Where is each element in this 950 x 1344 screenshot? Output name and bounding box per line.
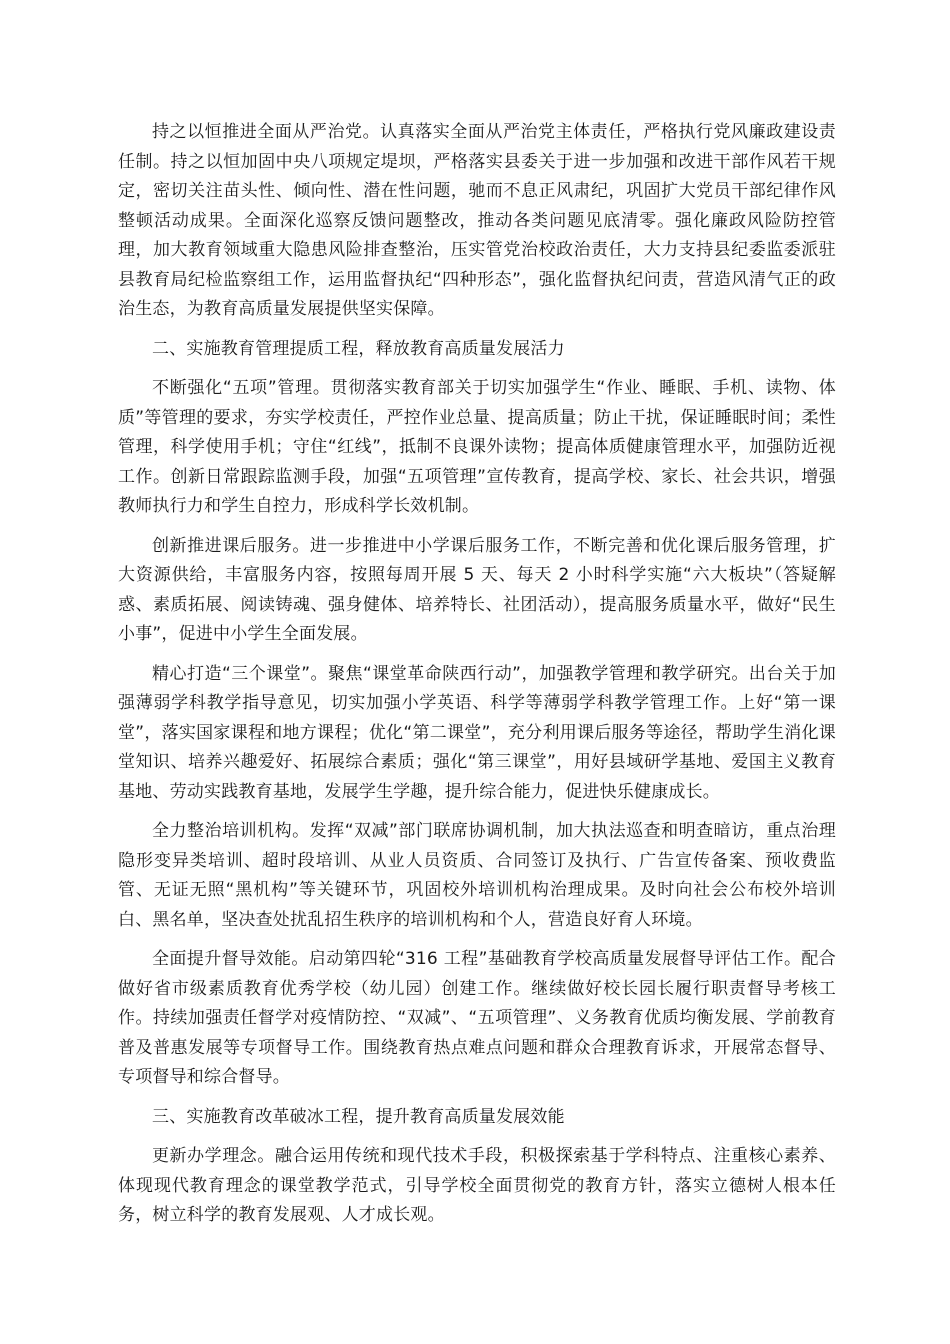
paragraph-after-school-service: 创新推进课后服务。进一步推进中小学课后服务工作，不断完善和优化课后服务管理，扩大资源供给，丰富服务内容，按照每周开展 5 天、每天 2 小时科学实施“六大板块”（答疑解惑、素质拓展、阅读铸魂、强身健体、培养特长、社团活动），提高服务质量水平，做好“民生小事”，促进中小学生全面发展。: [118, 535, 836, 644]
paragraph-school-philosophy: 更新办学理念。融合运用传统和现代技术手段，积极探索基于学科特点、注重核心素养、体现现代教育理念的课堂教学范式，引导学校全面贯彻党的教育方针，落实立德树人根本任务，树立科学的教育发展观、人才成长观。: [118, 1146, 836, 1225]
section-heading-education-reform: 三、实施教育改革破冰工程，提升教育高质量发展效能: [152, 1106, 565, 1127]
paragraph-five-items-management: 不断强化“五项”管理。贯彻落实教育部关于切实加强学生“作业、睡眠、手机、读物、体质”等管理的要求，夯实学校责任，严控作业总量、提高质量；防止干扰，保证睡眠时间；柔性管理，科学使用手机；守住“红线”，抵制不良课外读物；提高体质健康管理水平，加强防近视工作。创新日常跟踪监测手段，加强“五项管理”宣传教育，提高学校、家长、社会共识，增强教师执行力和学生自控力，形成科学长效机制。: [118, 378, 836, 516]
paragraph-supervision-efficiency: 全面提升督导效能。启动第四轮“316 工程”基础教育学校高质量发展督导评估工作。配合做好省市级素质教育优秀学校（幼儿园）创建工作。继续做好校长园长履行职责督导考核工作。持续加强责任督学对疫情防控、“双减”、“五项管理”、义务教育优质均衡发展、学前教育普及普惠发展等专项督导工作。围绕教育热点难点问题和群众合理教育诉求，开展常态督导、专项督导和综合督导。: [118, 949, 836, 1087]
paragraph-strict-party-governance: 持之以恒推进全面从严治党。认真落实全面从严治党主体责任，严格执行党风廉政建设责任制。持之以恒加固中央八项规定堤坝，严格落实县委关于进一步加强和改进干部作风若干规定，密切关注苗头性、倾向性、潜在性问题，驰而不息正风肃纪，巩固扩大党员干部纪律作风整顿活动成果。全面深化巡察反馈问题整改，推动各类问题见底清零。强化廉政风险防控管理，加大教育领域重大隐患风险排查整治，压实管党治校政治责任，大力支持县纪委监委派驻县教育局纪检监察组工作，运用监督执纪“四种形态”，强化监督执纪问责，营造风清气正的政治生态，为教育高质量发展提供坚实保障。: [118, 122, 836, 319]
paragraph-training-institutions: 全力整治培训机构。发挥“双减”部门联席协调机制，加大执法巡查和明查暗访，重点治理隐形变异类培训、超时段培训、从业人员资质、合同签订及执行、广告宣传备案、预收费监管、无证无照“黑机构”等关键环节，巩固校外培训机构治理成果。及时向社会公布校外培训白、黑名单，坚决查处扰乱招生秩序的培训机构和个人，营造良好育人环境。: [118, 821, 836, 930]
document-page: [118, 118, 836, 1241]
paragraph-three-classrooms: 精心打造“三个课堂”。聚焦“课堂革命陕西行动”，加强教学管理和教学研究。出台关于加强薄弱学科教学指导意见，切实加强小学英语、科学等薄弱学科教学管理工作。上好“第一课堂”，落实国家课程和地方课程；优化“第二课堂”，充分利用课后服务等途径，帮助学生消化课堂知识、培养兴趣爱好、拓展综合素质；强化“第三课堂”，用好县域研学基地、爱国主义教育基地、劳动实践教育基地，发展学生学趣，提升综合能力，促进快乐健康成长。: [118, 663, 836, 802]
section-heading-management-quality: 二、实施教育管理提质工程，释放教育高质量发展活力: [152, 338, 565, 359]
